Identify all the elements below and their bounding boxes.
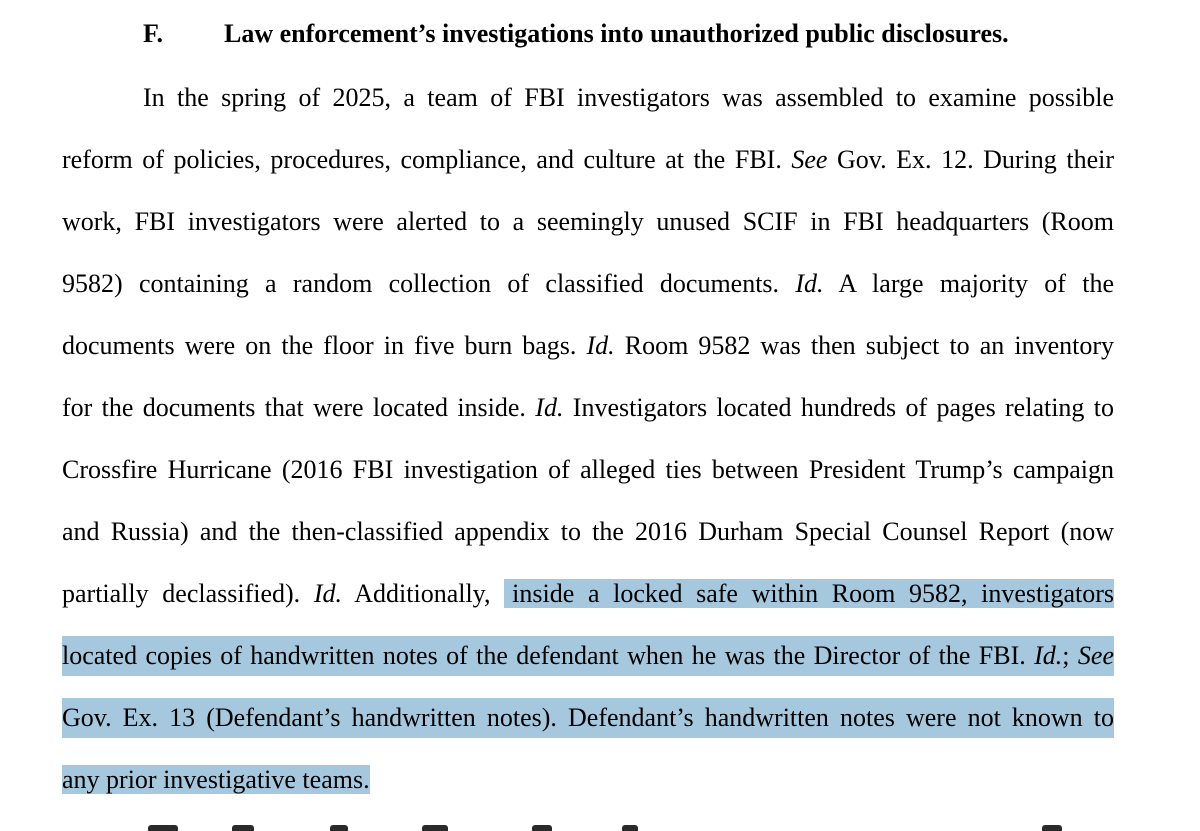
paragraph-line-6 <box>62 388 1114 428</box>
id-citation: Id. <box>795 269 824 298</box>
line-10-semicolon: ; <box>1062 641 1078 670</box>
section-title: Law enforcement’s investigations into unauthorized public disclosures. <box>224 19 1009 48</box>
id-citation: Id. <box>586 331 615 360</box>
paragraph-line-2 <box>62 140 1114 180</box>
paragraph-line-3 <box>62 202 1114 242</box>
line-1-text: In the spring of 2025, a team of FBI investigators was assembled to examine possible <box>143 83 1114 112</box>
line-11-text: Gov. Ex. 13 (Defendant’s handwritten notes). Defendant’s handwritten notes were not known to <box>62 703 1114 732</box>
highlighted-text[interactable] <box>504 579 1114 608</box>
cropped-glyph <box>148 825 178 831</box>
paragraph-line-4 <box>62 264 1114 304</box>
paragraph-line-8 <box>62 512 1114 552</box>
cropped-glyph <box>1042 825 1062 831</box>
line-9-highlight: inside a locked safe within Room 9582, investigators <box>512 579 1115 608</box>
line-9-text-b: Additionally, <box>342 579 491 608</box>
paragraph-line-11-highlighted[interactable] <box>62 698 1114 738</box>
line-8-text: and Russia) and the then-classified appendix to the 2016 Durham Special Counsel Report (now <box>62 517 1114 546</box>
line-6-text-a: for the documents that were located inside. <box>62 393 536 422</box>
line-3-text: work, FBI investigators were alerted to a seemingly unused SCIF in FBI headquarters (Room <box>62 207 1114 236</box>
see-signal: See <box>791 145 828 174</box>
paragraph-line-7 <box>62 450 1114 490</box>
line-9-text-a: partially declassified). <box>62 579 314 608</box>
line-4-text-b: A large majority of the <box>823 269 1114 298</box>
line-2-text-a: reform of policies, procedures, compliance, and culture at the FBI. <box>62 145 792 174</box>
paragraph-line-9 <box>62 574 1114 614</box>
cropped-next-line <box>62 818 1114 831</box>
id-citation: Id. <box>313 579 343 608</box>
cropped-glyph <box>422 825 448 831</box>
line-5-text-b: Room 9582 was then subject to an inventory <box>614 331 1114 360</box>
paragraph-line-12 <box>62 760 1114 800</box>
paragraph-line-1 <box>143 78 1114 118</box>
paragraph-line-10-highlighted[interactable] <box>62 636 1114 676</box>
paragraph-line-5 <box>62 326 1114 366</box>
line-10-text-a: located copies of handwritten notes of the defendant when he was the Director of the FBI. <box>62 641 1035 670</box>
line-6-text-b: Investigators located hundreds of pages relating to <box>563 393 1114 422</box>
line-2-text-b: Gov. Ex. 12. During their <box>827 145 1114 174</box>
cropped-glyph <box>532 825 552 831</box>
line-5-text-a: documents were on the floor in five burn bags. <box>62 331 587 360</box>
cropped-glyph <box>232 825 254 831</box>
line-12-highlight[interactable]: any prior investigative teams. <box>62 765 370 794</box>
cropped-glyph <box>622 825 638 831</box>
line-7-text: Crossfire Hurricane (2016 FBI investigation of alleged ties between President Trump’s campaign <box>62 455 1114 484</box>
section-heading <box>0 14 1200 54</box>
id-citation: Id. <box>535 393 564 422</box>
id-citation: Id. <box>1034 641 1063 670</box>
line-4-text-a: 9582) containing a random collection of classified documents. <box>62 269 796 298</box>
section-letter: F. <box>143 19 163 48</box>
see-signal: See <box>1077 641 1114 670</box>
cropped-glyph <box>330 825 348 831</box>
